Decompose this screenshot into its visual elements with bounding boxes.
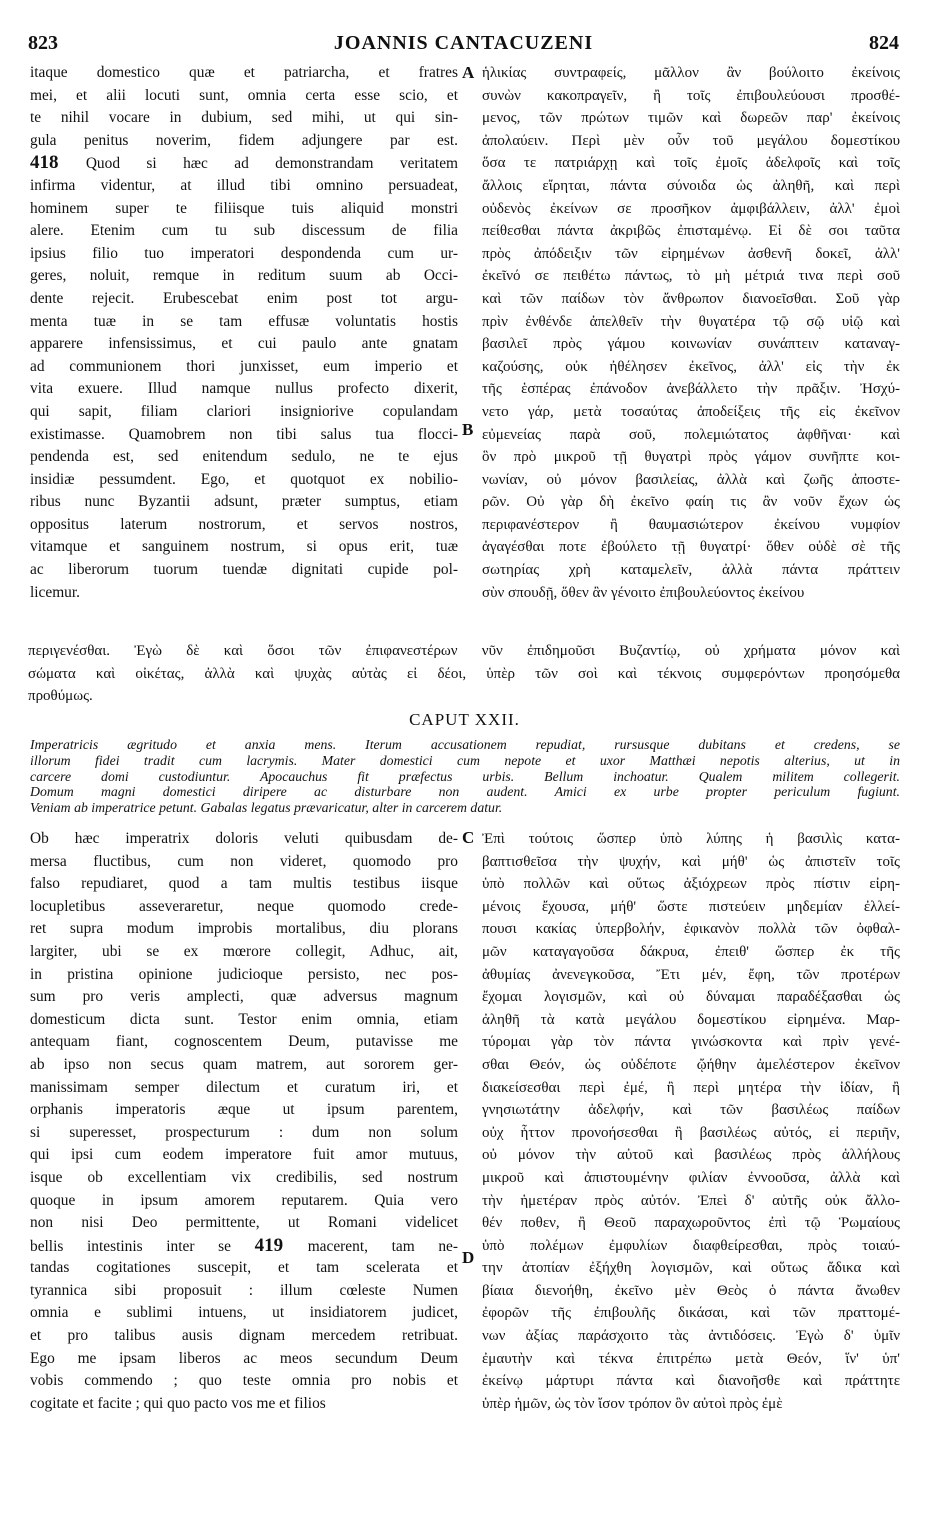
text-line: ἄλλοις εἴρηται, πάντα σύνοιδα ὡς ἀληθῆ, καὶ περὶ [482,177,900,194]
text-line: Ἐπὶ τούτοις ὥσπερ ὑπὸ λύπης ἡ βασιλὶς κατα- [482,831,900,847]
text-line: qui ipsi cum eodem imperatore fuit amor mutuus, [30,1146,458,1164]
text-line: ἐμαυτὴν καὶ τέκνα ἐπιτρέπω μετὰ Θεόν, ἵν' ὑπ' [482,1350,900,1367]
greek-column-bottom [482,828,900,1415]
text-line: πουσι κακίας ὑπερβολήν, ἐφικανὸν πολλὰ τῶν ὀφθαλ- [482,921,900,938]
text-line: ὑπὸ πολέμων ἐμφυλίων διαφθείρεσθαι, πρὸς τοιαύ- [482,1237,900,1254]
text-line: τὴν ἡμετέραν πρὸς αὐτόν. Ἐπεὶ δ' αὐτῆς οὐκ ἄλλο- [482,1192,900,1209]
text-line: ὑπὲρ ἡμῶν, ὡς τὸν ἴσον τρόπον ὃν αὐτοὶ πρὸς ἐμὲ [482,1395,783,1412]
text-line: tyrannica sibi proposuit : illum cœleste Numen [30,1281,458,1299]
text-line: ἀγαγέσθαι ποτε ἐβούλετο τῇ θυγατρί· ὅθεν οὐδὲ σὲ τῆς [482,539,900,556]
text-line: καὶ τῶν παίδων τὸν ἄνθρωπον διανοεῖσθαι. Σοῦ γὰρ [482,290,900,307]
text-line: εὐμενείας παρὰ σοῦ, πολεμιώτατος ἀφθῆναι· καὶ [482,426,900,443]
text-line: falso repudiaret, quod a tam multis testibus iisque [30,875,458,893]
text-line: locupletibus asseveraretur, neque quomodo crede- [30,897,458,915]
page-header [28,32,899,58]
margin-letter-a: A [462,63,475,82]
text-line: existimasse. Quamobrem non tibi salus tua flocci- [30,425,458,443]
text-line: pendenda est, sed enitendum sedulo, ne te ejus [30,448,458,466]
text-line: ρῶν. Οὐ γὰρ δὴ ἐκεῖνο φαίη τις ἂν νοῦν ἔχων ὡς [482,494,900,511]
text-line: σὺν σπουδῇ, ὅθεν ἂν γένοιτο ἐπιβουλεύοντος ἐκείνου [482,584,805,601]
column-number-418: 418 [30,152,86,174]
text-line: largiter, ubi se ex mœrore collegit, Adhuc, ait, [30,942,458,960]
text-line: ac liberorum tuorum tuendæ dignitati cupide pol- [30,561,458,579]
text-line [30,1235,458,1258]
text-line: itaque domestico quæ et patriarcha, et fratres [30,64,458,81]
text-line: manissimam semper dilectum et curatum iri, et [30,1078,458,1096]
text-line: cogitate et facite ; qui quo pacto vos me et filios [30,1394,326,1412]
text-line: qui sapit, filiam clariori insigniorive copulandam [30,402,458,420]
text-line: te nihil vocare in dubium, sed mihi, ut qui sin- [30,109,458,127]
text-line: περιφανέστερον ἢ θαυμασιώτερον ἐκείνου νυμφίον [482,516,900,533]
text-line: σθαι Θεόν, ὡς οὐδέποτε ᾤήθην ἀμελέστερον ἐκεῖνον [482,1056,900,1073]
text-line: βίαια διενοήθη, ἐκεῖνο μὲν Θεὸς ὁ πάντα ἄνωθεν [482,1282,900,1299]
running-title: JOANNIS CANTACUZENI [333,32,594,54]
text-line: καζούσης, οὐκ ἠθέλησεν ἐκεῖνος, ἀλλ' εἰς τὴν ἐκ [482,358,900,375]
text-line: διακείσεσθαι περὶ ἐμέ, ἢ περὶ μητέρα τὴν ἰδίαν, ἢ [482,1079,900,1096]
text-line: οὐ μόνον τὴν αὐτοῦ καὶ βασιλέως πρὸς ἀλλήλους [482,1147,900,1164]
text-line: vobis commendo ; quo teste omnia pro nobis et [30,1372,458,1390]
greek-fullwidth-paragraph [28,640,900,708]
text-line: si superesset, prospecturum : dum non solum [30,1123,458,1141]
text-line: νωνίαν, οὐ μόνον βασιλείας, ἀλλὰ καὶ ζωῆς ἀποστε- [482,471,900,488]
greek-column-top [482,62,900,604]
text-line: ὅσα τε πατριάρχῃ καὶ τοῖς ἐμοῖς ἀδελφοῖς καὶ τοῖς [482,155,900,172]
chapter-summary [30,737,900,816]
text-line: mersa fluctibus, cum non videret, quomodo pro [30,852,458,870]
text-line: licemur. [30,583,81,601]
text-line: ad communionem thori junxisset, eum imperio et [30,357,458,375]
text-line: ἀθυμίας ἀνενεγκοῦσα, Ἔτι μέν, ἔφη, τῶν προτέρων [482,966,900,983]
text-line: πείθεσθαι πάντα ἀκριβῶς ἐπισταμένῳ. Εἰ δὲ σοι ταῦτα [482,223,900,240]
page-number-left: 823 [28,32,58,54]
text-line: orphanis imperatoris æque ut ipsum parentem, [30,1101,458,1119]
text-line: isque ob excellentiam vix credibilis, sed nostrum [30,1168,458,1186]
margin-letter-c: C [462,828,475,847]
text-line: Imperatricis ægritudo et anxia mens. Iterum accusationem repudiat, rursusque dubitans et credens, se [30,737,900,752]
margin-letter-d: D [462,1248,475,1267]
text-line: ὑπὸ πολλῶν καὶ οὕτως ἀξιόχρεων πρὸς πίστιν εἰρη- [482,876,900,893]
text-line: ἐκείνῳ μάρτυρι πάντα καὶ διανοῆσθε καὶ πράττητε [482,1373,900,1390]
text-line: menta tuæ in se tam effusæ voluntatis hostis [30,312,458,330]
column-number-419: 419 [254,1234,308,1256]
text-line: ἡλικίας συντραφείς, μᾶλλον ἂν βούλοιτο ἐκείνοις [482,65,900,81]
text-line: non nisi Deo permittente, ut Romani videlicet [30,1214,458,1232]
text-line: πρὸς ἀπόδειξιν τῶν εἰρημένων ἀσθενῆ δοκεῖ, ἀλλ' [482,245,900,262]
text-line: hominem super te filiisque tuis aliquid monstri [30,199,458,217]
text-line: σώματα καὶ οἰκέτας, ἀλλὰ καὶ ψυχὰς αὐτὰς εἰ δέοι, ὑπὲρ τῶν σοὶ καὶ τέκνοις συμφερόντων προησόμεθα [28,665,900,682]
text-line: quoque in ipsum amorem reputarem. Quia vero [30,1191,458,1209]
text-line: mei, et alii locuti sunt, omnia certa esse scio, et [30,86,458,104]
text-line: vitamque et sanguinem nostrum, si opus erit, tuæ [30,538,458,556]
text-line: et pro talibus ausis dignam mercedem retribuat. [30,1327,458,1345]
text-line: Veniam ab imperatrice petunt. Gabalas legatus prævaricatur, alter in carcerem datur. [30,800,503,816]
text-line: gula penitus noverim, fidem adjungere par est. [30,131,458,149]
text-line: μικροῦ καὶ ἀπιστουμένην φιλίαν ἐννοοῦσα, ἀλλὰ καὶ [482,1169,900,1186]
text-line: περιγενέσθαι. Ἐγὼ δὲ καὶ ὅσοι τῶν ἐπιφανεστέρων νῦν ἐπιδημοῦσι Βυζαντίῳ, οὐ χρήματα μόνον καὶ [28,643,900,659]
text-run: Quod si hæc ad demonstrandam veritatem [85,155,458,173]
text-line: νων ἀξίας παράσχοιτο τὰς ἀντιδόσεις. Ἐγὼ δ' ὑμῖν [482,1328,900,1345]
text-line: alere. Etenim cum tu sub discessum de filia [30,222,458,240]
text-line: geres, noluit, remque in reditum suum ab Occi- [30,267,458,285]
text-line: dente rejecit. Erubescebat enim post tot argu- [30,289,458,307]
text-run: bellis intestinis inter se [30,1237,255,1255]
text-line: τύρομαι γὰρ τὸν πάντα γινώσκοντα καὶ πρὶν γενέ- [482,1034,900,1051]
latin-column-top [30,62,458,604]
text-line: νετο γάρ, μετὰ τοσαύτας ἀποδείξεις τῆς εἰς ἐκεῖνον [482,403,900,420]
text-line: antequam fiant, cognoscentem Deum, putavisse me [30,1033,458,1051]
text-line: apparere infensissimus, et cui paulo ante gnatam [30,335,458,353]
text-line: ἀληθῆ τὰ κατὰ μεγάλου δομεστίκου εἰρημένα. Μαρ- [482,1011,900,1028]
text-line: τῆς ἑσπέρας ἐπάνοδον ἀνεβάλλετο τὴν πρᾶξιν. Ἠσχύ- [482,381,900,398]
text-line: vita exuere. Illud namque nullus profecto dixerit, [30,380,458,398]
text-line: insidiæ pessumdent. Ego, et quotquot ex nobilio- [30,470,458,488]
text-line: carcere domi custodiuntur. Apocauchus fit præfectus urbis. Bellum inchoatur. Qualem militem collegerit. [30,768,900,784]
text-line [30,152,458,175]
text-line: σωτηρίας χρὴ καταμελεῖν, ἀλλὰ πάντα πράττειν [482,562,900,579]
text-line: πρὶν ἐνθένδε ἀπελθεῖν τὴν θυγατέρα τῷ σῷ υἱῷ καὶ [482,313,900,330]
text-line: Ego me ipsam liberos ac meos secundum Deum [30,1349,458,1367]
text-line: την ἀτοπίαν ἐξήχθη λογισμῶν, καὶ οὕτως ἄδικα καὶ [482,1260,900,1277]
text-line: sum pro veris amplecti, quæ adversus magnum [30,988,458,1006]
text-line: γνησιωτάτην ἀδελφήν, καὶ τῶν βασιλέως παίδων [482,1102,900,1119]
page-number-right: 824 [869,32,899,54]
text-line: tandas cogitationes suscepit, et tam scelerata et [30,1259,458,1277]
text-line: μῶν καταγαγοῦσα δάκρυα, ἐπειθ' ὥσπερ ἐκ τῆς [482,943,900,960]
text-line: βασιλεῖ πρὸς γάμου κοινωνίαν συνάπτειν καταναγ- [482,336,900,353]
text-line: infirma videntur, at illud tibi omnino persuadeat, [30,176,458,194]
text-line: ab ipso non secus quam matrem, aut sororem ger- [30,1055,458,1073]
margin-letter-b: B [462,420,474,439]
text-line: ἐφορῶν τῆς ἐπιβουλῆς δικάσαι, καὶ τῶν πραττομέ- [482,1305,900,1322]
text-line: domesticum dicta sunt. Testor enim omnia, etiam [30,1010,458,1028]
text-line: ipsius filio tuo imperatori despondenda cum ur- [30,244,458,262]
chapter-heading: CAPUT XXII. [409,710,520,729]
text-line: μενος, τῶν πρώτων τιμῶν καὶ δωρεῶν παρ' ἐκείνοις [482,110,900,127]
text-line: βαπτισθεῖσα τὴν ψυχήν, καὶ μήθ' ὡς ἀπιστεῖν τοῖς [482,853,900,870]
text-line: omnia e sublimi intuens, ut insidiatorem judicet, [30,1304,458,1322]
text-line: Ob hæc imperatrix doloris veluti quibusdam de- [30,830,458,847]
text-line: οὐχ ἧττον προνοήσεσθαι ἢ βασιλέως αὐτός, εἰ περιῆν, [482,1124,900,1141]
text-line: προθύμως. [28,688,93,705]
text-line: oppositus laterum nostrorum, et servos nostros, [30,515,458,533]
text-line: ret supra modum improbis mortalibus, diu plorans [30,920,458,938]
text-line: θέν ποθεν, ἢ Θεοῦ παραχωροῦντος ἐπὶ τῷ Ῥωμαίους [482,1215,900,1232]
text-line: illorum fidei tradit cum lacrymis. Mater domestici cum nepote et uxor Matthæi nepotis alterius, ut in [30,752,900,768]
text-line: συνὼν κακοπραγεῖν, ἢ τοῖς ἐπιβουλεύουσι προσθέ- [482,87,900,104]
text-line: ἔχομαι λογισμῶν, καὶ οὐ δύναμαι παραδέξασθαι ὡς [482,989,900,1006]
text-line: in pristina opinione judicioque persisto, nec pos- [30,965,458,983]
latin-column-bottom [30,828,458,1415]
text-run: macerent, tam ne- [307,1237,458,1255]
text-line: οὐδενὸς ἐκείνων σε προσῆκον ἀμφιβάλλειν, ἀλλ' ἐμοὶ [482,200,900,217]
text-line: ὃν πρὸ μικροῦ τῇ θυγατρὶ πρὸς γάμον συνῆπτε κοι- [482,449,900,466]
text-line: μένοις ἔχουσα, μήθ' ὥστε πιστεύειν μηδεμίαν ἐλλεί- [482,898,900,915]
text-line: ribus nunc Byzantii adsunt, præter sumptus, etiam [30,493,458,511]
text-line: Domum magni domestici diripere ac disturbare non audent. Amici ex urbe propter periculum fugiunt. [30,784,900,800]
text-line: ἀπολαύειν. Περὶ μὲν οὖν τοῦ μεγάλου δομεστίκου [482,132,900,149]
text-line: ἐκεῖνό σε πειθέτω πάντως, τὸ μὴ μέτριά τινα περὶ σοῦ [482,268,900,285]
